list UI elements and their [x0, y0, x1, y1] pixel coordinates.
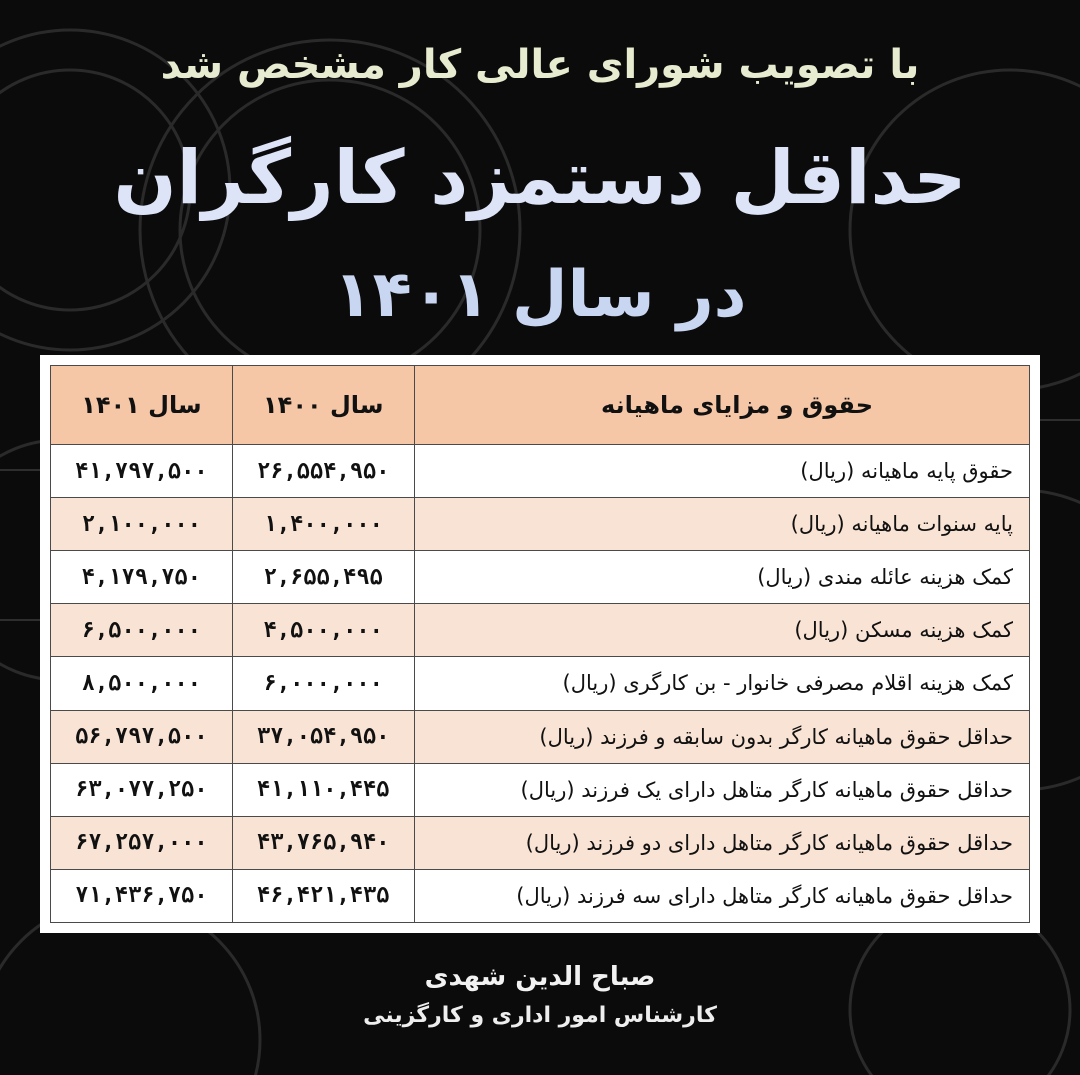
value-1401: ۷۱,۴۳۶,۷۵۰ — [51, 869, 233, 922]
row-label: پایه سنوات ماهیانه (ریال) — [414, 498, 1029, 551]
author-name: صباح الدین شهدی — [424, 962, 656, 992]
value-1400: ۲,۶۵۵,۴۹۵ — [232, 551, 414, 604]
table-row — [51, 604, 1030, 657]
value-1401: ۶۷,۲۵۷,۰۰۰ — [51, 816, 233, 869]
value-1400: ۴۱,۱۱۰,۴۴۵ — [232, 763, 414, 816]
value-1401: ۴,۱۷۹,۷۵۰ — [51, 551, 233, 604]
row-label: حداقل حقوق ماهیانه کارگر متاهل دارای سه فرزند (ریال) — [414, 869, 1029, 922]
table-row — [51, 445, 1030, 498]
value-1401: ۴۱,۷۹۷,۵۰۰ — [51, 445, 233, 498]
value-1401: ۵۶,۷۹۷,۵۰۰ — [51, 710, 233, 763]
value-1400: ۱,۴۰۰,۰۰۰ — [232, 498, 414, 551]
column-header-1400: سال ۱۴۰۰ — [232, 366, 414, 445]
column-header-1401: سال ۱۴۰۱ — [51, 366, 233, 445]
value-1401: ۶,۵۰۰,۰۰۰ — [51, 604, 233, 657]
row-label: حداقل حقوق ماهیانه کارگر متاهل دارای یک فرزند (ریال) — [414, 763, 1029, 816]
wage-table-card — [40, 355, 1040, 933]
table-row — [51, 498, 1030, 551]
value-1401: ۶۳,۰۷۷,۲۵۰ — [51, 763, 233, 816]
row-label: حداقل حقوق ماهیانه کارگر بدون سابقه و فرزند (ریال) — [414, 710, 1029, 763]
table-row — [51, 710, 1030, 763]
page-title-year: در سال ۱۴۰۱ — [333, 258, 747, 332]
row-label: کمک هزینه مسکن (ریال) — [414, 604, 1029, 657]
value-1400: ۴۳,۷۶۵,۹۴۰ — [232, 816, 414, 869]
value-1400: ۴,۵۰۰,۰۰۰ — [232, 604, 414, 657]
value-1401: ۸,۵۰۰,۰۰۰ — [51, 657, 233, 710]
row-label: کمک هزینه اقلام مصرفی خانوار - بن کارگری (ریال) — [414, 657, 1029, 710]
row-label: حقوق پایه ماهیانه (ریال) — [414, 445, 1029, 498]
author-role: کارشناس امور اداری و کارگزینی — [363, 1003, 717, 1028]
column-header-description: حقوق و مزایای ماهیانه — [414, 366, 1029, 445]
table-row — [51, 551, 1030, 604]
row-label: کمک هزینه عائله مندی (ریال) — [414, 551, 1029, 604]
value-1401: ۲,۱۰۰,۰۰۰ — [51, 498, 233, 551]
value-1400: ۴۶,۴۲۱,۴۳۵ — [232, 869, 414, 922]
subtitle: با تصویب شورای عالی کار مشخص شد — [160, 42, 920, 88]
table-row — [51, 657, 1030, 710]
wage-table — [50, 365, 1030, 923]
table-row — [51, 763, 1030, 816]
row-label: حداقل حقوق ماهیانه کارگر متاهل دارای دو فرزند (ریال) — [414, 816, 1029, 869]
table-header-row — [51, 366, 1030, 445]
page-title: حداقل دستمزد کارگران — [113, 135, 967, 221]
table-row — [51, 869, 1030, 922]
value-1400: ۶,۰۰۰,۰۰۰ — [232, 657, 414, 710]
table-row — [51, 816, 1030, 869]
value-1400: ۲۶,۵۵۴,۹۵۰ — [232, 445, 414, 498]
value-1400: ۳۷,۰۵۴,۹۵۰ — [232, 710, 414, 763]
